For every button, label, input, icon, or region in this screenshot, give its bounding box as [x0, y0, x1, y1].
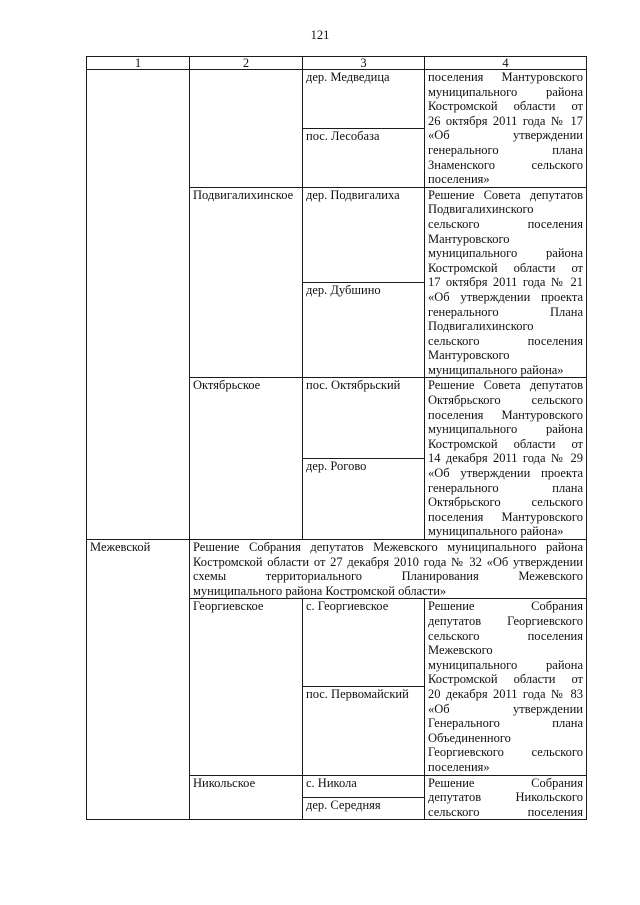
settlement-cell: Георгиевское — [190, 599, 303, 775]
decision-cell: Решение Совета депутатов Октябрьского сельского поселения Мантуровского муниципального района Костромской области от 14 декабря 2011 года № 29 «Об утверждении проекта генерального плана Октябрьского сельского поселения Мантуровского муниципального района» — [425, 378, 587, 540]
settlements-table — [86, 56, 587, 820]
district-cell — [87, 70, 190, 540]
header-col-3: 3 — [303, 57, 425, 70]
header-col-4: 4 — [425, 57, 587, 70]
table-header-row — [87, 57, 587, 70]
place-cell: с. Георгиевское — [303, 599, 425, 687]
place-cell: дер. Подвигалиха — [303, 187, 425, 282]
place-cell: пос. Октябрьский — [303, 378, 425, 459]
settlement-cell — [190, 70, 303, 188]
decision-cell: поселения Мантуровского муниципального района Костромской области от 26 октября 2011 года № 17 «Об утверждении генерального плана Знаменского сельского поселения» — [425, 70, 587, 188]
settlement-cell: Октябрьское — [190, 378, 303, 540]
district-decision-cell: Решение Собрания депутатов Межевского муниципального района Костромской области от 27 декабря 2010 года № 32 «Об утверждении схемы территориального Планирования Межевского муниципального района Костромской области» — [190, 540, 587, 599]
header-col-2: 2 — [190, 57, 303, 70]
table-row — [87, 70, 587, 129]
decision-cell: Решение Совета депутатов Подвигалихинского сельского поселения Мантуровского муниципального района Костромской области от 17 октября 2011 года № 21 «Об утверждении проекта генерального Плана Подвигалихинского сельского поселения Мантуровского муниципального района» — [425, 187, 587, 378]
decision-cell: Решение Собрания депутатов Никольского сельского поселения — [425, 775, 587, 820]
place-cell: дер. Рогово — [303, 459, 425, 540]
page-number: 121 — [310, 28, 330, 42]
settlement-cell: Подвигалихинское — [190, 187, 303, 378]
place-cell: дер. Медведица — [303, 70, 425, 129]
place-cell: с. Никола — [303, 775, 425, 797]
district-cell: Межевской — [87, 540, 190, 820]
settlement-cell: Никольское — [190, 775, 303, 820]
place-cell: дер. Дубшино — [303, 283, 425, 378]
place-cell: пос. Лесобаза — [303, 128, 425, 187]
table-row — [87, 540, 587, 599]
place-cell: дер. Середняя — [303, 797, 425, 819]
decision-cell: Решение Собрания депутатов Георгиевского сельского поселения Межевского муниципального района Костромской области от 20 декабря 2011 года № 83 «Об утверждении Генерального плана Объединенного Георгиевского сельского поселения» — [425, 599, 587, 775]
header-col-1: 1 — [87, 57, 190, 70]
place-cell: пос. Первомайский — [303, 687, 425, 775]
